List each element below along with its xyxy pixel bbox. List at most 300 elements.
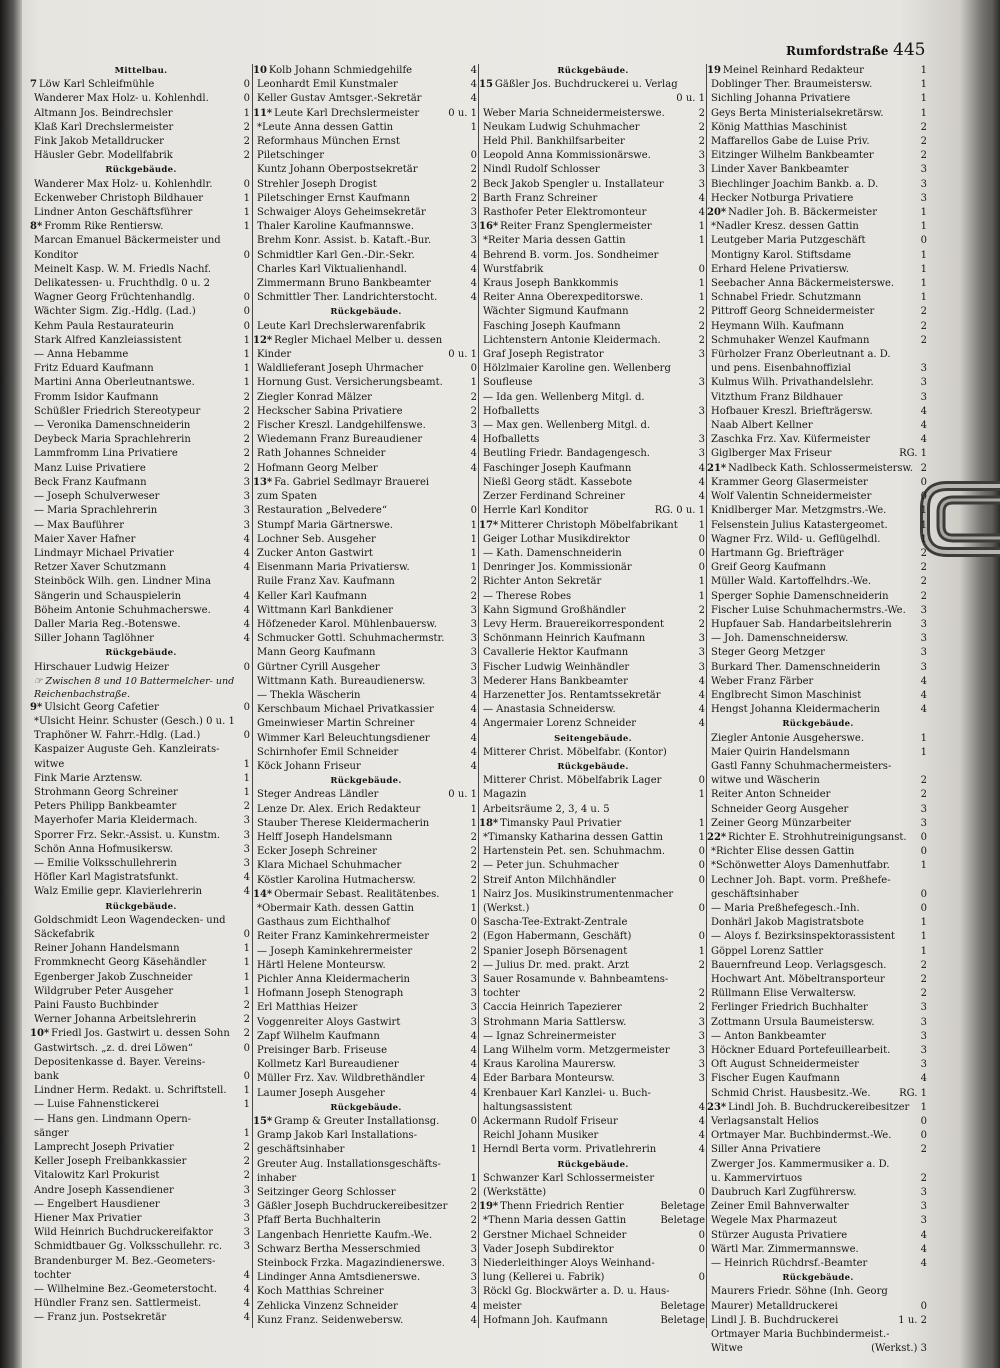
floor-number: 2 [470,874,477,886]
floor-number: 1 [243,1085,250,1097]
entry-text: Klaß Karl Drechslermeister [34,121,174,133]
floor-number: 3 [698,633,705,645]
floor-number: 1 [470,1172,477,1184]
directory-entry [707,831,929,845]
directory-entry [479,575,707,589]
floor-number: 2 [470,405,477,417]
directory-entry [30,885,252,899]
floor-number: 2 [920,121,927,133]
directory-entry [253,234,479,248]
floor-number: 4 [698,476,705,488]
floor-number: 1 [920,917,927,929]
entry-text: Reiter Anton Schneider [711,789,831,801]
entry-text: Zottmann Ursula Baumeistersw. [711,1016,875,1028]
floor-number: RG. 1 [899,448,927,460]
directory-entry [479,1115,707,1129]
entry-text: Leopold Anna Kommissionärswe. [483,150,651,162]
directory-entry [253,376,479,390]
floor-number: 1 [243,207,250,219]
street-note: ☞ Zwischen 8 und 10 Battermelcher- und Reichenbachstraße. [34,675,235,700]
directory-entry [30,121,252,135]
directory-entry [707,462,929,476]
directory-entry [479,234,707,248]
floor-number: RG. 0 u. 1 [654,505,705,517]
floor-number: 3 [698,448,705,460]
floor-number: 2 [243,1142,250,1154]
entry-text: Lochner Seb. Ausgeher [257,533,376,545]
directory-entry [253,277,479,291]
entry-text: Beck Jakob Spengler u. Installateur [483,178,664,190]
entry-text: Meinel Reinhard Redakteur [722,65,864,76]
entry-text: Säckefabrik [34,928,95,940]
entry-text: Gasthaus zum Eichthalhof [257,917,390,929]
floor-number: 1 [470,519,477,531]
directory-entry [707,1186,929,1200]
directory-entry [479,618,707,632]
entry-text: Lammfromm Lina Privatiere [34,448,178,460]
entry-text: *Richter Elise dessen Gattin [711,846,855,858]
floor-number: 4 [698,462,705,474]
directory-entry [707,575,929,589]
entry-text: Siller Anna Privatiere [711,1144,821,1156]
directory-entry [479,305,707,319]
directory-entry [707,661,929,675]
directory-entry [707,774,929,788]
house-number: 22* [707,831,727,843]
directory-entry [30,1042,252,1056]
directory-entry [30,632,252,646]
directory-entry [479,419,707,433]
floor-number: 0 [698,860,705,872]
entry-text: witwe und Wäscherin [711,775,820,787]
floor-number: 4 [243,604,250,616]
entry-text: Wächter Sigm. Zig.-Hdlg. (Lad.) [34,306,196,318]
entry-text: — Veronika Damenschneiderin [34,420,191,432]
entry-text: Lenze Dr. Alex. Erich Redakteur [257,803,421,815]
floor-number: 3 [698,1030,705,1042]
floor-number: 2 [920,150,927,162]
floor-number: 1 [920,519,927,531]
directory-entry [707,632,929,646]
directory-entry [479,1314,707,1328]
directory-entry [707,760,929,774]
entry-text: Heckscher Sabina Privatiere [257,405,403,417]
entry-text: Doblinger Ther. Braumeistersw. [711,79,873,91]
floor-number: 2 [920,1172,927,1184]
floor-number: 3 [243,505,250,517]
entry-text: Schmid Christ. Hausbesitz.-We. [711,1087,871,1099]
directory-entry [253,405,479,419]
entry-text: — Maria Sprachlehrerin [34,505,158,517]
entry-text: Denringer Jos. Kommissionär [483,562,632,574]
directory-entry [479,1271,707,1285]
section-heading: Rückgebäude. [557,66,629,76]
house-number: 23* [707,1101,727,1113]
entry-text: Keller Karl Kaufmann [257,590,367,602]
directory-entry [253,859,479,873]
floor-number: 3 [920,377,927,389]
directory-entry [253,163,479,177]
directory-entry [479,845,707,859]
entry-text: Fischer Ludwig Weinhändler [483,661,630,673]
floor-number: 0 [920,846,927,858]
entry-text: Leonhardt Emil Kunstmaler [257,79,398,91]
entry-text: Konditor [34,249,79,261]
floor-number: 2 [470,831,477,843]
directory-entry [253,803,479,817]
entry-text: Kunz Franz. Seidenwebersw. [257,1314,404,1326]
floor-number: 4 [243,533,250,545]
section-heading: Rückgebäude. [330,776,402,787]
entry-text: Zerzer Ferdinand Schreiner [483,491,625,503]
directory-entry [253,391,479,405]
entry-text: Rasthofer Peter Elektromonteur [483,207,647,219]
floor-number: 4 [698,1130,705,1142]
floor-number: 1 [243,107,250,119]
entry-text: Beutling Friedr. Bandagengesch. [483,448,650,460]
entry-text: meister [483,1300,522,1312]
floor-number: 3 [698,1016,705,1028]
floor-number: 4 [243,872,250,884]
floor-number: 0 [698,1243,705,1255]
directory-entry [253,1271,479,1285]
directory-entry [707,803,929,817]
directory-entry [30,249,252,263]
directory-entry [30,971,252,985]
floor-number: 2 [698,604,705,616]
entry-text: Donhärl Jakob Magistratsbote [711,917,864,929]
directory-entry [30,1084,252,1098]
floor-number: 2 [698,121,705,133]
entry-text: Friedl Jos. Gastwirt u. dessen Sohn [51,1028,230,1040]
entry-text: Häusler Gebr. Modellfabrik [34,150,173,162]
directory-entry [30,206,252,220]
entry-text: Löw Karl Schleifmühle [38,79,155,91]
entry-text: Keller Joseph Freibankkassier [34,1156,187,1168]
floor-number: 2 [243,434,250,446]
floor-number: 1 [470,803,477,815]
entry-text: Hecker Notburga Privatiere [711,192,854,204]
entry-text: Strohmann Georg Schreiner [34,786,178,798]
entry-text: (Werkst.) [483,902,530,914]
house-number: 19* [479,1201,499,1213]
floor-number: 4 [920,420,927,432]
floor-number: 2 [470,391,477,403]
entry-text: Thaler Karoline Kaufmannswe. [257,221,415,233]
floor-number: 1 [243,349,250,361]
floor-number: 0 [920,1116,927,1128]
directory-column-1 [30,64,252,1328]
floor-number: 3 [920,1215,927,1227]
house-number: 13* [253,476,273,488]
directory-entry [479,163,707,177]
floor-number: 0 [470,150,477,162]
entry-text: *Ulsicht Heinr. Schuster (Gesch.) 0 u. 1 [34,715,235,727]
directory-entry [253,462,479,476]
floor-number: 3 [470,221,477,233]
entry-text: Felsenstein Julius Katastergeomet. [711,519,888,531]
entry-text: Lindinger Anna Amtsdienerswe. [257,1272,421,1284]
directory-entry [479,1172,707,1186]
directory-entry [253,1229,479,1243]
floor-number: 1 [470,888,477,900]
floor-number: 1 [920,292,927,304]
floor-number: 0 [698,902,705,914]
entry-text: Piletschinger [257,150,324,162]
entry-text: Traphöner W. Fahrr.-Hdlg. (Lad.) [34,730,201,742]
floor-number: 2 [920,136,927,148]
directory-entry [253,249,479,263]
entry-text: Arbeitsräume 2, 3, 4 u. 5 [483,803,610,815]
directory-entry [707,64,929,78]
house-number: 15* [253,1116,273,1128]
directory-entry [30,829,252,843]
directory-entry [707,703,929,717]
directory-entry [253,1257,479,1271]
entry-text: *Reiter Maria dessen Gattin [483,235,626,247]
entry-text: Lindner Anton Geschäftsführer [34,207,193,219]
directory-entry [707,732,929,746]
directory-entry [30,348,252,362]
floor-number: 1 [920,263,927,275]
floor-number: 4 [698,718,705,730]
directory-entry [30,178,252,192]
directory-entry [253,646,479,660]
directory-entry [479,277,707,291]
directory-entry [479,1229,707,1243]
directory-entry [479,1044,707,1058]
directory-entry [253,107,479,121]
floor-number: 1 [470,817,477,829]
entry-text: Wittmann Karl Bankdiener [257,604,393,616]
entry-text: Held Phil. Bankhilfsarbeiter [483,136,625,148]
directory-entry [30,263,252,277]
entry-text: Brandenburger M. Bez.-Geometers- [34,1255,216,1267]
directory-entry [30,504,252,518]
directory-entry [30,490,252,504]
directory-entry [253,945,479,959]
entry-text: Helff Joseph Handelsmann [257,831,393,843]
directory-entry [253,987,479,1001]
directory-entry [479,149,707,163]
directory-entry [30,1127,252,1141]
entry-text: Hofballetts [483,434,540,446]
directory-entry [30,942,252,956]
directory-entry [707,1285,929,1299]
entry-text: Fritz Eduard Kaufmann [34,363,154,375]
entry-text: Wittmann Kath. Bureaudienersw. [257,675,426,687]
entry-text: bank [34,1071,59,1083]
floor-number: 4 [470,1030,477,1042]
directory-entry [479,930,707,944]
entry-text: Steger Georg Metzger [711,647,825,659]
floor-number: 1 [698,278,705,290]
directory-entry [479,675,707,689]
directory-entry [30,135,252,149]
directory-entry [253,121,479,135]
entry-text: Steinböck Wilh. gen. Lindner Mina [34,576,211,588]
directory-entry [479,376,707,390]
floor-number: 3 [920,633,927,645]
floor-number: 4 [920,1073,927,1085]
directory-entry [479,220,707,234]
floor-number: 2 [698,959,705,971]
directory-entry [253,675,479,689]
entry-text: Hiener Max Privatier [34,1213,142,1225]
entry-text: Fink Jakob Metalldrucker [34,136,164,148]
entry-text: Fa. Gabriel Sedlmayr Brauerei [274,476,430,488]
directory-entry [253,64,479,78]
directory-entry [253,561,479,575]
entry-text: inhaber [257,1172,297,1184]
directory-entry [30,857,252,871]
floor-number: 3 [698,164,705,176]
entry-text: Lang Wilhelm vorm. Metzgermeister [483,1045,670,1057]
floor-number: 3 [243,829,250,841]
floor-number: 2 [470,1229,477,1241]
entry-text: — Aloys f. Bezirksinspektorassistent [711,931,895,943]
floor-number: 2 [920,959,927,971]
directory-entry [707,1101,929,1115]
floor-number: 4 [470,448,477,460]
floor-number: 4 [920,1243,927,1255]
floor-number: 4 [470,760,477,772]
directory-entry [30,1311,252,1325]
entry-text: Reiter Franz Kaminkehrermeister [257,931,430,943]
floor-number: 3 [470,618,477,630]
entry-text: Greuter Aug. Installationsgeschäfts- [257,1158,441,1170]
entry-text: Leutgeber Maria Putzgeschäft [711,235,866,247]
floor-number: 2 [470,164,477,176]
entry-text: Andre Joseph Kassendiener [34,1184,174,1196]
directory-entry [253,618,479,632]
entry-text: — Max gen. Wellenberg Mitgl. d. [483,420,651,432]
entry-text: Wärtl Mar. Zimmermannswe. [711,1243,859,1255]
floor-number: 3 [470,661,477,673]
entry-text: Schwanzer Karl Schlossermeister [483,1172,655,1184]
entry-text: Hofmann Georg Melber [257,462,378,474]
entry-text: Seitzinger Georg Schlosser [257,1187,396,1199]
entry-text: Zwerger Jos. Kammermusiker a. D. [711,1158,890,1170]
entry-text: witwe [34,758,65,770]
floor-number: 3 [920,363,927,375]
entry-text: Lechner Joh. Bapt. vorm. Preßhefe- [711,874,891,886]
entry-text: Wolf Valentin Schneidermeister [711,491,872,503]
directory-entry [253,92,479,106]
directory-entry [707,305,929,319]
directory-entry [253,874,479,888]
floor-number: 3 [920,604,927,616]
entry-text: Hupfauer Sab. Handarbeitslehrerin [711,618,892,630]
entry-text: sänger [34,1127,69,1139]
directory-entry [30,291,252,305]
directory-entry [707,845,929,859]
entry-text: *Obermair Kath. dessen Gattin [257,902,414,914]
entry-text: — Luise Fahnenstickerei [34,1099,159,1111]
floor-number: 0 [698,1187,705,1199]
directory-entry [479,476,707,490]
floor-number: 0 [243,79,250,91]
floor-number: 2 [698,618,705,630]
directory-entry [253,746,479,760]
floor-number: 3 [470,988,477,1000]
entry-text: Hofballetts [483,405,540,417]
entry-text: Höfler Karl Magistratsfunkt. [34,872,179,884]
floor-number: 3 [920,803,927,815]
floor-number: 3 [243,1213,250,1225]
floor-number: 1 [470,562,477,574]
entry-text: Reiter Anna Oberexpeditorswe. [483,292,644,304]
directory-entry [30,743,252,757]
directory-entry [707,1300,929,1314]
entry-text: Zehlicka Vinzenz Schneider [257,1300,398,1312]
floor-number: 0 [698,263,705,275]
directory-entry [253,433,479,447]
directory-entry [479,746,707,760]
floor-number: 2 [470,1215,477,1227]
directory-entry [30,1141,252,1155]
floor-number: 4 [920,675,927,687]
directory-entry [479,973,707,987]
directory-entry [479,1030,707,1044]
directory-entry [479,178,707,192]
entry-text: Hölzlmaier Karoline gen. Wellenberg [483,363,671,375]
directory-entry [707,590,929,604]
directory-entry [479,661,707,675]
floor-number: 1 [243,943,250,955]
entry-text: Greif Georg Kaufmann [711,562,826,574]
directory-entry [479,945,707,959]
entry-text: Waldlieferant Joseph Uhrmacher [257,363,424,375]
directory-entry [479,774,707,788]
entry-text: Weber Maria Schneidermeisterswe. [483,107,665,119]
floor-number: 1 [698,576,705,588]
directory-entry [479,1087,707,1101]
entry-text: Biechlinger Joachim Bankb. a. D. [711,178,879,190]
entry-text: Richter E. Strohhutreinigungsanst. [728,831,907,843]
house-number: 10 [253,65,267,76]
floor-number: 2 [470,860,477,872]
floor-number: 1 [920,278,927,290]
directory-entry [253,1072,479,1086]
floor-number: 3 [243,1184,250,1196]
directory-entry [253,703,479,717]
directory-entry [30,561,252,575]
entry-text: Gastl Fanny Schuhmachermeisters- [711,760,892,772]
directory-entry [253,760,479,774]
entry-text: *Nadler Kresz. dessen Gattin [711,221,859,233]
floor-number: 0 [698,547,705,559]
entry-text: — Engelbert Hausdiener [34,1198,160,1210]
floor-number: 0 u. 1 [448,107,477,119]
floor-number: 2 [243,462,250,474]
entry-text: Siller Johann Taglöhner [34,633,154,645]
floor-number: 2 [698,306,705,318]
entry-text: Leute Karl Drechslerwarenfabrik [257,320,426,332]
floor-number: 3 [243,857,250,869]
floor-number: 2 [920,462,927,474]
entry-text: Steinbock Frzka. Magazindienerswe. [257,1258,445,1270]
directory-entry [707,675,929,689]
directory-entry [253,902,479,916]
floor-number: 2 [920,306,927,318]
directory-entry [253,788,479,802]
floor-number: 3 [470,1272,477,1284]
page-number: 445 [893,40,926,60]
floor-number: 1 [243,957,250,969]
floor-number: 2 [243,136,250,148]
directory-entry [479,121,707,135]
